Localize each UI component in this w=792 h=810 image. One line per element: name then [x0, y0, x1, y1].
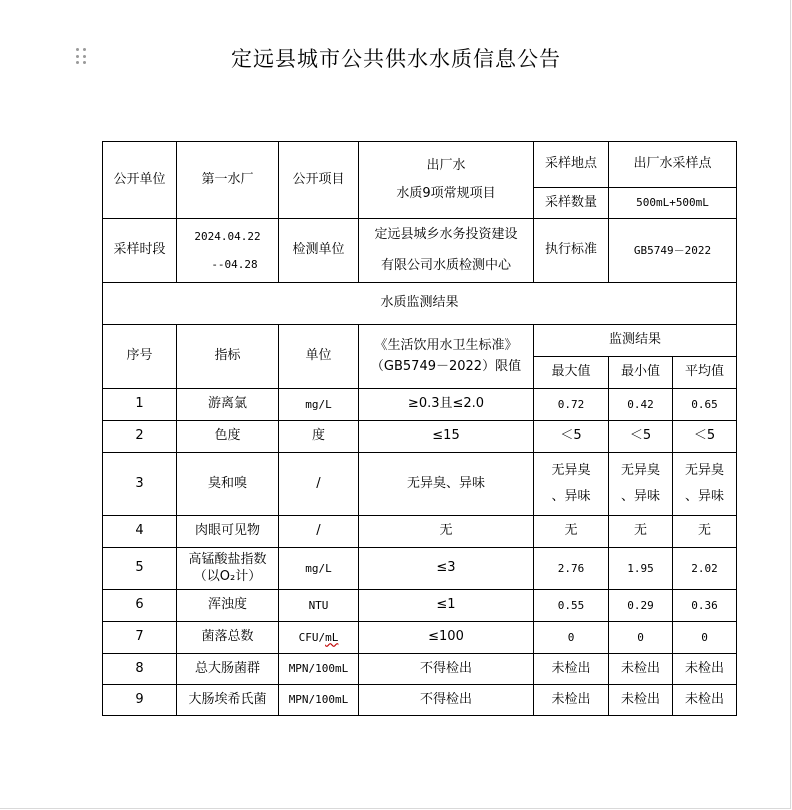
row-unit-part-underlined: mL — [325, 630, 339, 644]
row-limit: 无异臭、异味 — [359, 453, 534, 516]
table-row — [103, 654, 737, 685]
col-limit-line2: （GB5749－2022）限值 — [370, 358, 522, 374]
row-max: 未检出 — [534, 685, 609, 716]
row-limit: ≤100 — [359, 622, 534, 654]
row-unit-part: CFU/ — [298, 630, 326, 644]
site-label: 采样地点 — [534, 142, 609, 188]
table-row — [103, 453, 737, 516]
row-avg: 0.65 — [673, 389, 737, 421]
site-value: 出厂水采样点 — [609, 142, 737, 188]
section-row — [103, 283, 737, 325]
row-max: 0 — [534, 622, 609, 654]
col-result: 监测结果 — [534, 325, 737, 357]
item-label: 公开项目 — [279, 142, 359, 219]
row-indicator: 浑浊度 — [177, 590, 279, 622]
row-unit: 度 — [279, 421, 359, 453]
row-no: 4 — [103, 516, 177, 548]
row-unit: MPN/100mL — [279, 654, 359, 685]
row-avg: 未检出 — [673, 685, 737, 716]
lab-label: 检测单位 — [279, 219, 359, 283]
col-no: 序号 — [103, 325, 177, 389]
row-limit: ≤1 — [359, 590, 534, 622]
row-indicator: 肉眼可见物 — [177, 516, 279, 548]
row-indicator: 游离氯 — [177, 389, 279, 421]
row-limit: ≤3 — [359, 548, 534, 590]
std-value: GB5749－2022 — [609, 219, 737, 283]
row-avg: 未检出 — [673, 654, 737, 685]
row-limit: 不得检出 — [359, 685, 534, 716]
row-min-line1: 无异臭 — [620, 462, 660, 478]
std-label: 执行标准 — [534, 219, 609, 283]
unit-label: 公开单位 — [103, 142, 177, 219]
qty-value: 500mL+500mL — [609, 188, 737, 219]
lab-line2: 有限公司水质检测中心 — [380, 257, 511, 273]
row-indicator: 臭和嗅 — [177, 453, 279, 516]
row-indicator: 大肠埃希氏菌 — [177, 685, 279, 716]
row-avg-line2: 、异味 — [685, 489, 725, 504]
row-min: ＜5 — [609, 421, 673, 453]
row-avg: ＜5 — [673, 421, 737, 453]
table-row — [103, 590, 737, 622]
table-row — [103, 516, 737, 548]
row-unit: / — [279, 453, 359, 516]
col-min: 最小值 — [609, 357, 673, 389]
period-value — [177, 219, 279, 283]
col-unit: 单位 — [279, 325, 359, 389]
info-row — [103, 219, 737, 283]
row-limit: 不得检出 — [359, 654, 534, 685]
row-avg: 0.36 — [673, 590, 737, 622]
item-value-line2: 水质9项常规项目 — [396, 186, 496, 201]
row-unit: NTU — [279, 590, 359, 622]
row-no: 5 — [103, 548, 177, 590]
period-line1: 2024.04.22 — [194, 229, 261, 243]
row-max: 无 — [534, 516, 609, 548]
row-max: ＜5 — [534, 421, 609, 453]
row-unit: / — [279, 516, 359, 548]
item-value-line1: 出厂水 — [426, 157, 466, 173]
table-row — [103, 622, 737, 654]
row-no: 6 — [103, 590, 177, 622]
row-no: 2 — [103, 421, 177, 453]
row-no: 8 — [103, 654, 177, 685]
lab-value — [359, 219, 534, 283]
table-row — [103, 421, 737, 453]
row-max: 0.72 — [534, 389, 609, 421]
row-max — [534, 453, 609, 516]
row-max: 未检出 — [534, 654, 609, 685]
row-unit — [279, 622, 359, 654]
row-indicator — [177, 548, 279, 590]
water-quality-table — [102, 141, 737, 716]
lab-line1: 定远县城乡水务投资建设 — [374, 227, 518, 243]
row-limit: 无 — [359, 516, 534, 548]
col-max: 最大值 — [534, 357, 609, 389]
row-min: 未检出 — [609, 654, 673, 685]
row-avg: 2.02 — [673, 548, 737, 590]
column-header-row — [103, 325, 737, 357]
col-avg: 平均值 — [673, 357, 737, 389]
row-unit: mg/L — [279, 548, 359, 590]
row-min: 无 — [609, 516, 673, 548]
row-min: 未检出 — [609, 685, 673, 716]
row-min: 0 — [609, 622, 673, 654]
row-avg: 0 — [673, 622, 737, 654]
row-no: 9 — [103, 685, 177, 716]
row-unit: MPN/100mL — [279, 685, 359, 716]
row-avg-line1: 无异臭 — [685, 462, 725, 478]
col-limit-line1: 《生活饮用水卫生标准》 — [374, 338, 518, 354]
row-no: 1 — [103, 389, 177, 421]
row-min — [609, 453, 673, 516]
row-max: 0.55 — [534, 590, 609, 622]
info-row — [103, 142, 737, 188]
row-indicator: 总大肠菌群 — [177, 654, 279, 685]
row-max: 2.76 — [534, 548, 609, 590]
table-row — [103, 685, 737, 716]
page-title: 定远县城市公共供水水质信息公告 — [231, 47, 561, 71]
row-min: 1.95 — [609, 548, 673, 590]
item-value — [359, 142, 534, 219]
row-limit: ≥0.3且≤2.0 — [359, 389, 534, 421]
table-row — [103, 548, 737, 590]
row-no: 3 — [103, 453, 177, 516]
row-min: 0.42 — [609, 389, 673, 421]
row-indicator-line1: 高锰酸盐指数 — [188, 552, 267, 568]
unit-value: 第一水厂 — [177, 142, 279, 219]
row-avg — [673, 453, 737, 516]
table-row — [103, 389, 737, 421]
period-label: 采样时段 — [103, 219, 177, 283]
row-min-line2: 、异味 — [620, 489, 660, 504]
row-indicator: 色度 — [177, 421, 279, 453]
col-limit — [359, 325, 534, 389]
row-indicator-line2: （以O₂计） — [193, 568, 262, 584]
section-title: 水质监测结果 — [103, 283, 737, 325]
row-max-line1: 无异臭 — [551, 462, 591, 478]
row-max-line2: 、异味 — [551, 489, 591, 504]
row-avg: 无 — [673, 516, 737, 548]
qty-label: 采样数量 — [534, 188, 609, 219]
row-no: 7 — [103, 622, 177, 654]
row-unit: mg/L — [279, 389, 359, 421]
col-indicator: 指标 — [177, 325, 279, 389]
row-limit: ≤15 — [359, 421, 534, 453]
period-line2: --04.28 — [211, 257, 258, 271]
row-indicator: 菌落总数 — [177, 622, 279, 654]
row-min: 0.29 — [609, 590, 673, 622]
